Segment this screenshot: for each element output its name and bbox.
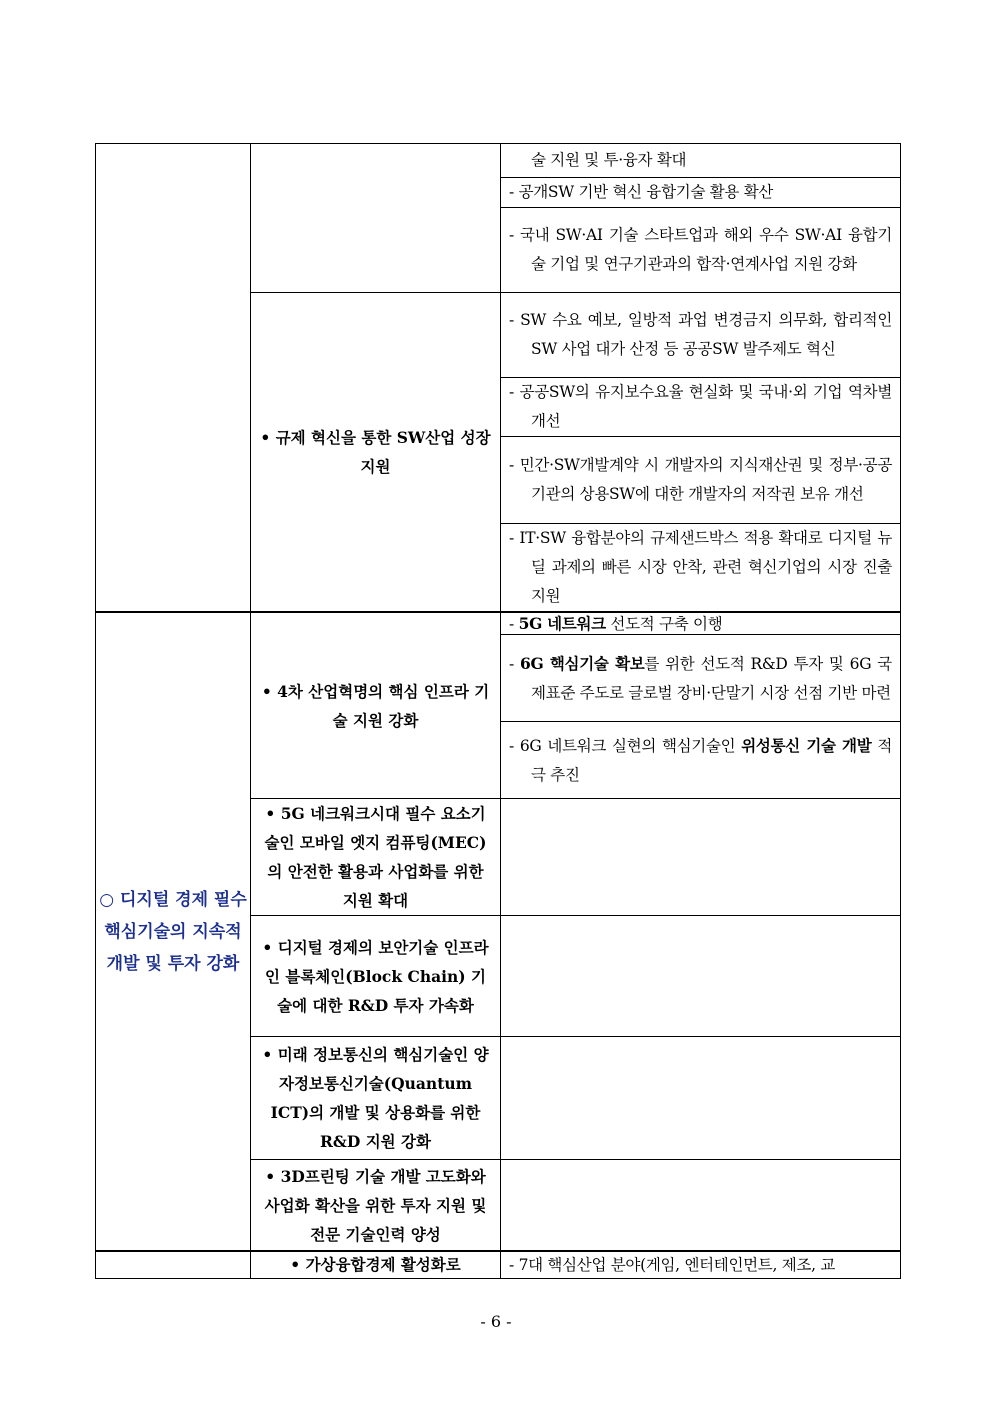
detail-text: - 공공SW의 유지보수요율 현실화 및 국내·외 기업 역차별 개선 xyxy=(509,383,892,430)
task-label: • 미래 정보통신의 핵심기술인 양자정보통신기술(Quantum ICT)의 개발 및 상용화를 위한 R&D 지원 강화 xyxy=(262,1045,489,1151)
task-label: • 3D프린팅 기술 개발 고도화와 사업화 확산을 위한 투자 지원 및 전문 기술인력 양성 xyxy=(264,1166,487,1244)
detail-rest: 를 위한 선도적 R&D 투자 및 6G 국제표준 주도로 글로벌 장비·단말기 시장 선점 기반 마련 xyxy=(531,654,892,702)
table-row xyxy=(96,144,901,178)
area-title: ○ 디지털 경제 필수 핵심기술의 지속적 개발 및 투자 강화 xyxy=(99,889,247,974)
task-cell xyxy=(251,1251,501,1279)
task-cell xyxy=(251,1037,501,1160)
policy-table xyxy=(95,143,901,1279)
detail-cell xyxy=(501,208,901,293)
detail-cell-empty xyxy=(501,1160,901,1252)
bold-keyword: 6G 핵심기술 확보 xyxy=(519,653,645,673)
task-label: • 5G 네크워크시대 필수 요소기술인 모바일 엣지 컴퓨팅(MEC)의 안전한 활용과 사업화를 위한 지원 확대 xyxy=(264,804,487,910)
detail-text: - SW 수요 예보, 일방적 과업 변경금지 의무화, 합리적인 SW 사업 대가 산정 등 공공SW 발주제도 혁신 xyxy=(509,311,892,358)
detail-cell-empty xyxy=(501,916,901,1037)
detail-cell xyxy=(501,144,901,178)
detail-cell xyxy=(501,722,901,799)
detail-text: - 5G 네트워크 선도적 구축 이행 xyxy=(509,613,723,633)
task-cell xyxy=(251,612,501,799)
task-cell xyxy=(251,916,501,1037)
task-cell xyxy=(251,799,501,916)
detail-text: - 공개SW 기반 혁신 융합기술 활용 확산 xyxy=(509,183,774,201)
detail-text: - 국내 SW·AI 기술 스타트업과 해외 우수 SW·AI 융합기술 기업 및 연구기관과의 합작·연계사업 지원 강화 xyxy=(509,226,892,273)
bold-keyword: 5G 네트워크 xyxy=(518,613,606,633)
task-cell-empty xyxy=(251,144,501,293)
detail-cell xyxy=(501,378,901,437)
bold-keyword: 위성통신 기술 개발 xyxy=(741,735,872,755)
detail-cell xyxy=(501,437,901,524)
detail-rest: 선도적 구축 이행 xyxy=(605,614,723,633)
detail-text: - 민간·SW개발계약 시 개발자의 지식재산권 및 정부·공공기관의 상용SW에 대한 개발자의 저작권 보유 개선 xyxy=(509,456,892,503)
detail-text: - IT·SW 융합분야의 규제샌드박스 적용 확대로 디지털 뉴딜 과제의 빠른 시장 안착, 관련 혁신기업의 시장 진출 지원 xyxy=(509,529,892,605)
detail-text: - 6G 네트워크 실현의 핵심기술인 위성통신 기술 개발 적극 추진 xyxy=(509,735,892,784)
task-cell xyxy=(251,1160,501,1252)
detail-cell xyxy=(501,524,901,613)
table-row xyxy=(96,1251,901,1279)
area-cell-empty xyxy=(96,144,251,613)
detail-cell xyxy=(501,635,901,722)
detail-cell xyxy=(501,178,901,208)
task-label: • 규제 혁신을 통한 SW산업 성장 지원 xyxy=(260,428,491,476)
detail-rest: 적극 추진 xyxy=(531,736,892,784)
detail-text: - 7대 핵심산업 분야(게임, 엔터테인먼트, 제조, 교 xyxy=(509,1256,836,1274)
task-label: • 디지털 경제의 보안기술 인프라인 블록체인(Block Chain) 기술에 대한 R&D 투자 가속화 xyxy=(262,937,489,1015)
page-number: - 6 - xyxy=(480,1312,512,1331)
task-label: • 4차 산업혁명의 핵심 인프라 기술 지원 강화 xyxy=(261,681,490,730)
detail-text: - 6G 핵심기술 확보를 위한 선도적 R&D 투자 및 6G 국제표준 주도로 글로벌 장비·단말기 시장 선점 기반 마련 xyxy=(509,653,892,702)
detail-pre: 6G 네트워크 실현의 핵심기술인 xyxy=(519,736,742,755)
detail-cell xyxy=(501,293,901,378)
detail-text: 술 지원 및 투·융자 확대 xyxy=(531,151,687,169)
area-cell xyxy=(96,612,251,1251)
table-row xyxy=(96,612,901,635)
task-label: • 가상융합경제 활성화로 xyxy=(290,1255,461,1274)
detail-cell-empty xyxy=(501,1037,901,1160)
detail-cell xyxy=(501,1251,901,1279)
area-cell-empty xyxy=(96,1251,251,1279)
detail-cell-empty xyxy=(501,799,901,916)
detail-cell xyxy=(501,612,901,635)
task-cell xyxy=(251,293,501,613)
